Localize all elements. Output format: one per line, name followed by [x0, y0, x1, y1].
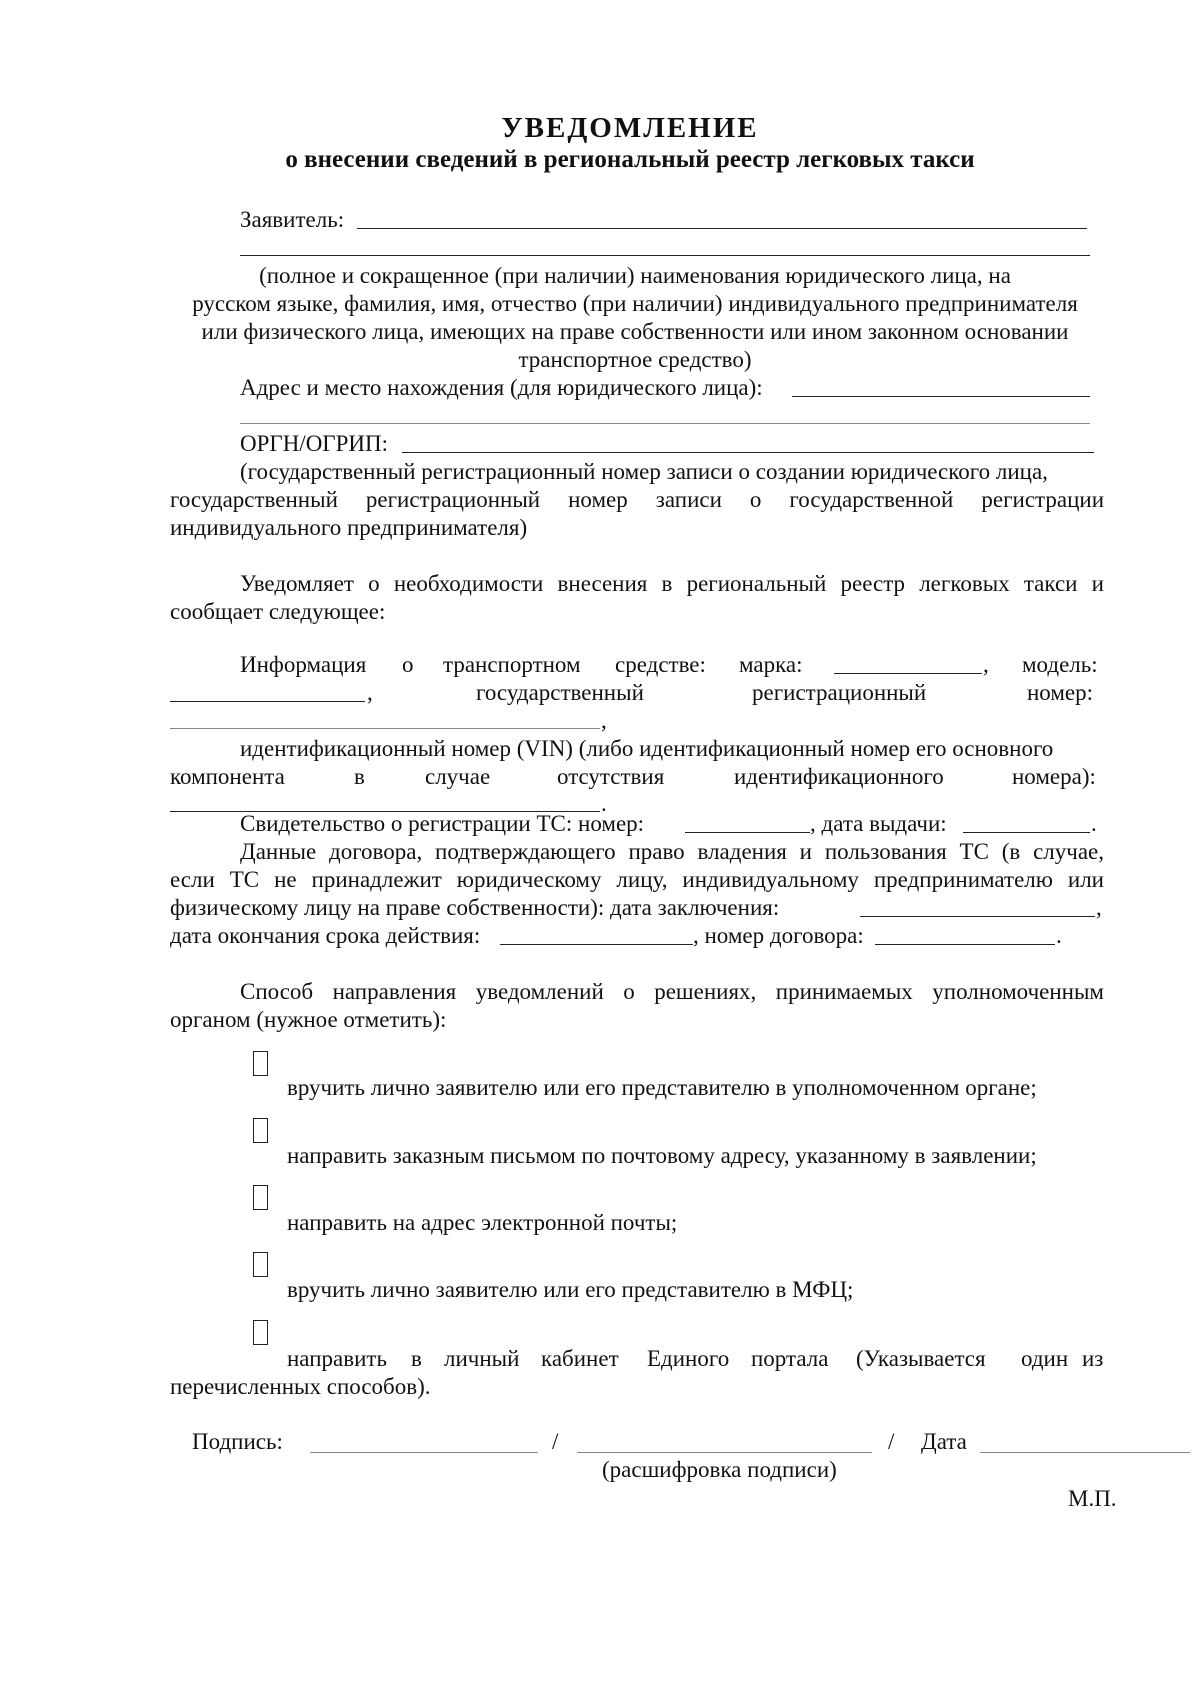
document-subtitle: о внесении сведений в региональный реестр легковых такси — [285, 146, 975, 173]
ogrn-hint-2: государственный регистрационный номер записи о государственной регистрации — [170, 487, 1104, 512]
contract-line-2-row — [170, 866, 1104, 894]
contract-number-label: , номер договора: — [693, 923, 864, 948]
vin-word-2: в — [354, 764, 365, 789]
delivery-option-5-checkbox[interactable] — [253, 1320, 268, 1345]
contract-line-1-row — [240, 838, 1104, 866]
date-label: Дата — [921, 1429, 967, 1454]
signature-slash: / — [552, 1429, 559, 1454]
period: . — [1056, 923, 1062, 948]
delivery-option-5-word-5: Единого — [647, 1346, 730, 1371]
ogrn-label: ОРГН/ОГРИП: — [240, 431, 389, 456]
vehicle-model-label: модель: — [1022, 652, 1098, 677]
contract-end-field[interactable] — [500, 944, 693, 945]
vehicle-model-field[interactable] — [170, 701, 365, 702]
cert-date-label: , дата выдачи: — [810, 811, 947, 836]
signature-decode-field[interactable] — [577, 1452, 872, 1453]
delivery-option-5-word-7: (Указывается — [856, 1346, 986, 1371]
ogrn-hint-1: (государственный регистрационный номер записи о создании юридического лица, — [240, 459, 1048, 484]
delivery-option-3-label: направить на адрес электронной почты; — [287, 1210, 678, 1235]
vin-word-6: номера): — [1012, 764, 1096, 789]
ogrn-hint-2-row — [170, 486, 1104, 514]
comma: , — [1096, 895, 1102, 920]
delivery-line-2: органом (нужное отметить): — [170, 1007, 447, 1032]
period: . — [1091, 811, 1097, 836]
vehicle-word-4: средстве: — [615, 652, 706, 677]
address-field[interactable] — [792, 396, 1090, 397]
contract-date-label: физическому лицу на праве собственности): дата заключения: — [170, 895, 780, 920]
applicant-hint-1: (полное и сокращенное (при наличии) наименования юридического лица, на — [259, 263, 1011, 288]
applicant-hint-2: русском языке, фамилия, имя, отчество (при наличии) индивидуального предпринимателя — [192, 291, 1078, 316]
vehicle-plate-field[interactable] — [170, 728, 600, 729]
delivery-option-5-word-3: личный — [444, 1346, 520, 1371]
delivery-line-1: Способ направления уведомлений о решениях, принимаемых уполномоченным — [240, 979, 1104, 1004]
signature-slash: / — [888, 1429, 895, 1454]
vehicle-word-8: регистрационный — [752, 680, 927, 705]
vehicle-word-3: транспортном — [443, 652, 581, 677]
contract-end-label: дата окончания срока действия: — [170, 923, 481, 948]
contract-number-field[interactable] — [875, 944, 1055, 945]
comma: , — [983, 652, 989, 677]
ogrn-field[interactable] — [402, 452, 1094, 453]
comma: , — [601, 708, 607, 733]
delivery-option-4-label: вручить лично заявителю или его представителю в МФЦ; — [287, 1277, 854, 1302]
signature-field[interactable] — [310, 1452, 538, 1453]
delivery-option-1-label: вручить лично заявителю или его представителю в уполномоченном органе; — [287, 1075, 1037, 1100]
signature-decode-hint: (расшифровка подписи) — [602, 1457, 837, 1482]
delivery-option-3-checkbox[interactable] — [253, 1185, 268, 1210]
delivery-option-4-checkbox[interactable] — [253, 1252, 268, 1277]
ogrn-hint-3: индивидуального предпринимателя) — [170, 515, 528, 540]
contract-line-1: Данные договора, подтверждающего право владения и пользования ТС (в случае, — [240, 839, 1104, 864]
delivery-option-5-word-8: один — [1021, 1346, 1069, 1371]
contract-date-field[interactable] — [860, 916, 1095, 917]
delivery-option-5-word-6: портала — [751, 1346, 829, 1371]
address-label: Адрес и место нахождения (для юридического лица): — [240, 375, 763, 400]
vin-word-3: случае — [425, 764, 491, 789]
date-field[interactable] — [980, 1452, 1190, 1453]
notify-line-1-row — [240, 570, 1104, 598]
contract-line-2: если ТС не принадлежит юридическому лицу, индивидуальному предпринимателю или — [170, 867, 1104, 892]
delivery-option-1-checkbox[interactable] — [253, 1051, 268, 1076]
vin-word-1: компонента — [170, 764, 285, 789]
vehicle-word-1: Информация — [240, 652, 367, 677]
address-field-line2[interactable] — [240, 423, 1090, 424]
applicant-hint-4: транспортное средство) — [518, 347, 752, 372]
delivery-option-5-word-4: кабинет — [541, 1346, 619, 1371]
vin-word-4: отсутствия — [557, 764, 665, 789]
vehicle-plate-label: номер: — [1027, 680, 1094, 705]
vehicle-brand-field[interactable] — [834, 673, 982, 674]
vehicle-word-2: о — [402, 652, 414, 677]
applicant-field-line2[interactable] — [240, 255, 1090, 256]
delivery-line-1-row — [240, 978, 1104, 1006]
vehicle-brand-label: марка: — [739, 652, 803, 677]
comma: , — [367, 680, 373, 705]
cert-number-field[interactable] — [685, 832, 810, 833]
signature-label: Подпись: — [192, 1429, 283, 1454]
delivery-option-2-label: направить заказным письмом по почтовому адресу, указанному в заявлении; — [287, 1143, 1037, 1168]
applicant-hint-3: или физического лица, имеющих на праве собственности или ином законном основании — [201, 319, 1069, 344]
delivery-option-2-checkbox[interactable] — [253, 1118, 268, 1143]
stamp-placeholder: М.П. — [1068, 1486, 1117, 1511]
cert-number-label: Свидетельство о регистрации ТС: номер: — [240, 811, 645, 836]
cert-date-field[interactable] — [963, 832, 1090, 833]
vin-line-1: идентификационный номер (VIN) (либо идентификационный номер его основного — [240, 736, 1054, 761]
notify-line-1: Уведомляет о необходимости внесения в региональный реестр легковых такси и — [240, 571, 1104, 596]
vehicle-word-7: государственный — [476, 680, 644, 705]
document-title: УВЕДОМЛЕНИЕ — [501, 112, 759, 144]
notify-line-2: сообщает следующее: — [170, 599, 386, 624]
delivery-option-5-word-1: направить — [287, 1346, 387, 1371]
delivery-option-5-word-9: из — [1082, 1346, 1104, 1371]
applicant-label: Заявитель: — [240, 207, 345, 232]
applicant-field[interactable] — [357, 228, 1087, 229]
period: . — [601, 791, 607, 816]
vin-word-5: идентификационного — [734, 764, 944, 789]
delivery-option-5-word-2: в — [411, 1346, 422, 1371]
delivery-option-5-line-2: перечисленных способов). — [170, 1374, 431, 1399]
